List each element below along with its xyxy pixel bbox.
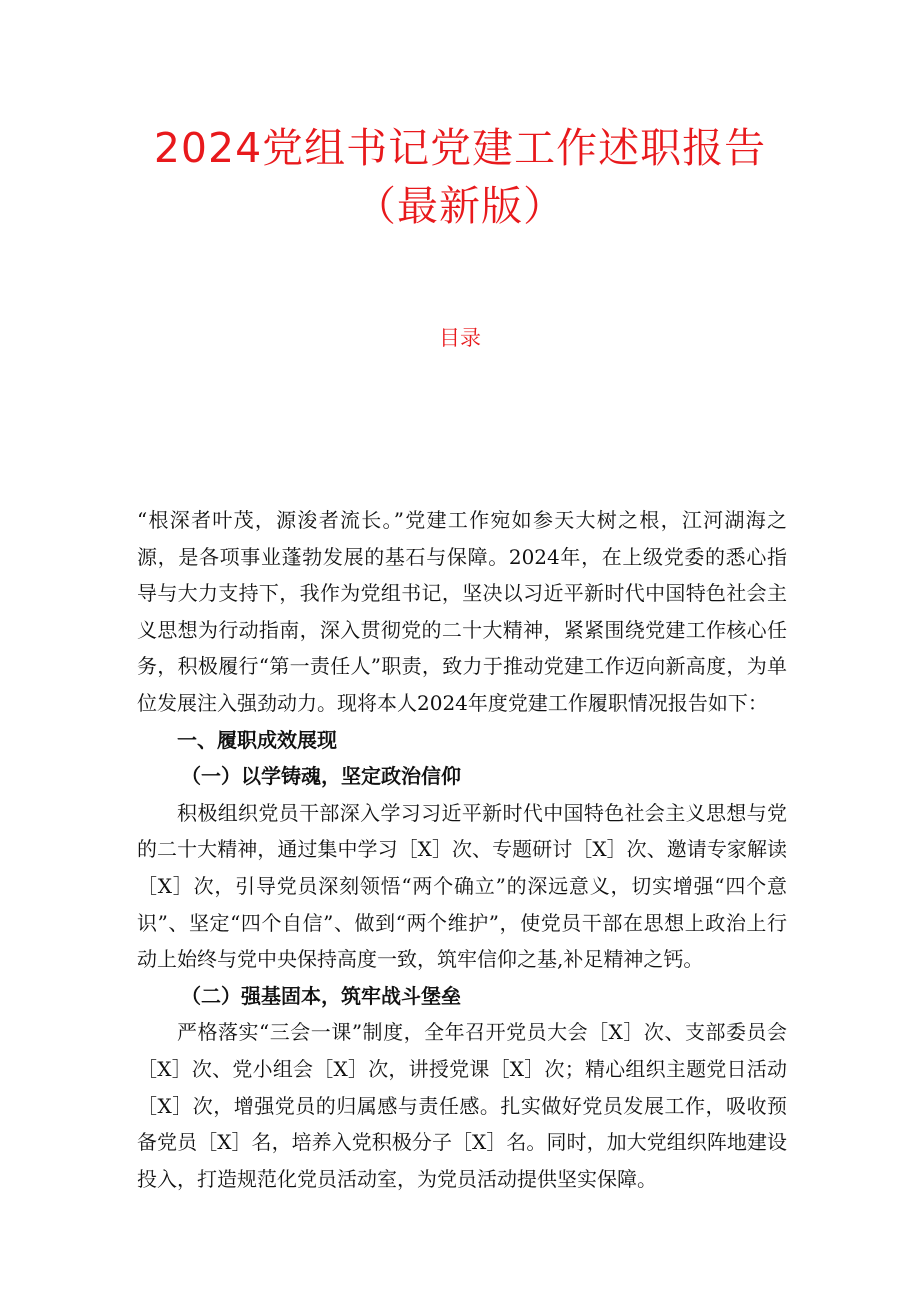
subsection-paragraph-1: 积极组织党员干部深入学习习近平新时代中国特色社会主义思想与党的二十大精神，通过集中学习［X］次、专题研讨［X］次、邀请专家解读［X］次，引导党员深刻领悟“两个确立”的深远意义，切实增强“四个意识”、坚定“四个自信”、做到“两个维护”，使党员干部在思想上政治上行动上始终与党中央保持高度一致，筑牢信仰之基,补足精神之钙。	[137, 800, 787, 972]
document-body	[137, 502, 787, 1197]
subsection-heading-1: （一）以学铸魂，坚定政治信仰	[181, 764, 461, 789]
intro-paragraph: “根深者叶茂，源浚者流长。”党建工作宛如参天大树之根，江河湖海之源，是各项事业蓬勃发展的基石与保障。2024年，在上级党委的悉心指导与大力支持下，我作为党组书记，坚决以习近平新时代中国特色社会主义思想为行动指南，深入贯彻党的二十大精神，紧紧围绕党建工作核心任务，积极履行“第一责任人”职责，致力于推动党建工作迈向新高度，为单位发展注入强劲动力。现将本人2024年度党建工作履职情况报告如下：	[137, 508, 787, 715]
document-subtitle: （最新版）	[355, 182, 565, 230]
toc-label: 目录	[439, 326, 481, 350]
subsection-paragraph-2: 严格落实“三会一课”制度，全年召开党员大会［X］次、支部委员会［X］次、党小组会［X］次，讲授党课［X］次；精心组织主题党日活动［X］次，增强党员的归属感与责任感。扎实做好党员发展工作，吸收预备党员［X］名，培养入党积极分子［X］名。同时，加大党组织阵地建设投入，打造规范化党员活动室，为党员活动提供坚实保障。	[137, 1020, 787, 1191]
document-title: 2024党组书记党建工作述职报告	[153, 124, 767, 172]
subsection-heading-2: （二）强基固本，筑牢战斗堡垒	[181, 983, 461, 1008]
section-heading: 一、履职成效展现	[177, 727, 337, 752]
